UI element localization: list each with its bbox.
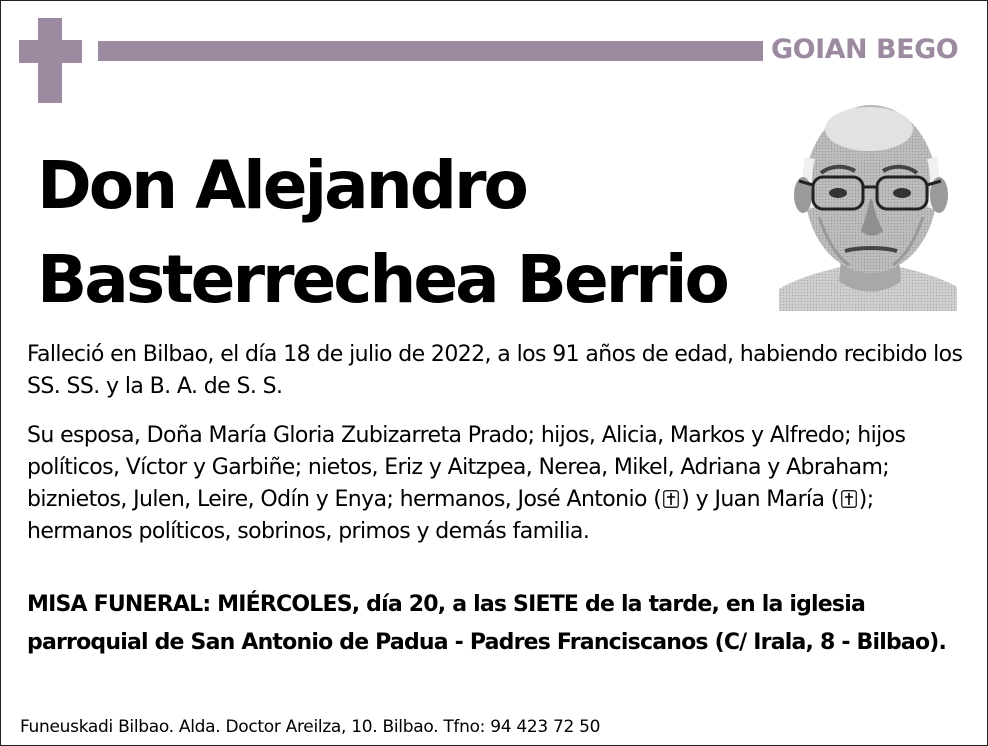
funeral-mass-info: MISA FUNERAL: MIÉRCOLES, día 20, a las SIETE de la tarde, en la iglesia parroquial de San Antonio de Padua - Padres Franciscanos (C/ Irala, 8 - Bilbao). [27,592,947,655]
deceased-name [37,139,727,327]
death-notice: Falleció en Bilbao, el día 18 de julio de 2022, a los 91 años de edad, habiendo recibido los SS. SS. y la B. A. de S. S. [27,342,963,399]
family-list [27,420,967,548]
latin-cross-icon-arm [19,40,82,63]
family-list-part3: ); hermanos políticos, sobrinos, primos y demás familia. [27,487,874,544]
brand-name: GOIAN BEGO [771,34,959,65]
portrait-photo [779,99,957,311]
family-list-part2: ) y Juan María ( [681,487,839,512]
deceased-name-line2: Basterrechea Berrio [37,241,727,318]
cross-icon [841,490,857,508]
cross-icon [663,490,679,508]
family-list-part1: Su esposa, Doña María Gloria Zubizarreta Prado; hijos, Alicia, Markos y Alfredo; hijos políticos, Víctor y Garbiñe; nietos, Eriz y Aitzpea, Nerea, Mikel, Adriana y Abraham; biznietos, Julen, Leire, Odín y Enya; hermanos, José Antonio ( [27,423,906,512]
portrait-illustration [779,99,957,311]
deceased-name-line1: Don Alejandro [37,147,526,224]
funeral-home-footer: Funeuskadi Bilbao. Alda. Doctor Areilza, 10. Bilbao. Tfno: 94 423 72 50 [20,717,601,737]
header-bar [98,41,763,61]
